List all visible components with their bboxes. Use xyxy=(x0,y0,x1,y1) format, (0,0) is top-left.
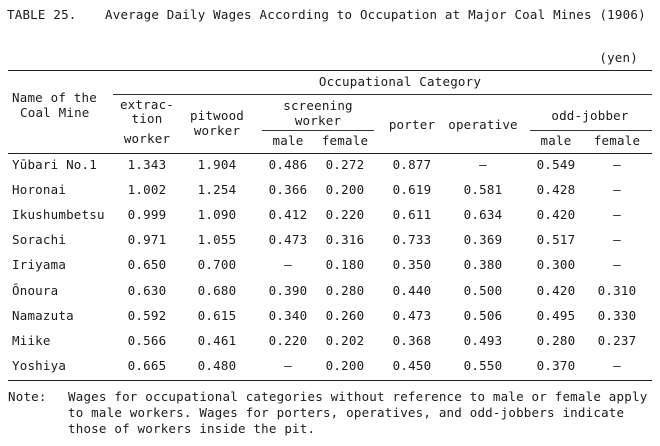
mine-name-cell: Miike xyxy=(12,332,51,348)
header-rule xyxy=(8,153,652,154)
oddjobber-header: odd-jobber xyxy=(551,108,629,123)
table-note xyxy=(8,389,653,437)
wage-cell-porter: 0.611 xyxy=(392,207,432,223)
wage-cell-screen-m: – xyxy=(284,357,292,373)
wage-cell-odd-m: 0.370 xyxy=(536,357,576,373)
wage-cell-odd-f: – xyxy=(613,207,621,223)
wage-cell-screen-f: 0.280 xyxy=(325,282,365,298)
wage-cell-screen-f: 0.200 xyxy=(325,357,365,373)
wage-cell-pitwood: 1.055 xyxy=(197,232,237,248)
wage-cell-odd-m: 0.549 xyxy=(536,157,576,172)
wage-cell-odd-f: – xyxy=(613,182,621,198)
wage-cell-odd-f: – xyxy=(613,357,621,373)
wage-cell-screen-m: – xyxy=(284,257,292,273)
wage-cell-operative: 0.634 xyxy=(463,207,503,223)
wage-cell-porter: 0.440 xyxy=(392,282,432,298)
wage-cell-pitwood: 0.615 xyxy=(197,307,237,323)
mine-name-cell: Ikushumbetsu xyxy=(12,207,105,223)
wage-cell-operative: 0.380 xyxy=(463,257,503,273)
note-text: Wages for occupational categories without reference to male or female apply to male workers. Wages for porters, operatives, and odd-jobbers indicate those of workers inside the pit. xyxy=(68,389,648,436)
screening-header-line1: screening xyxy=(283,98,353,113)
wage-cell-screen-m: 0.390 xyxy=(268,282,308,298)
mine-col-header-line2: Coal Mine xyxy=(20,105,90,120)
screening-header-line2: worker xyxy=(294,113,342,128)
wage-cell-pitwood: 1.254 xyxy=(197,182,237,198)
operative-header: operative xyxy=(448,117,518,132)
group-rule xyxy=(113,94,652,95)
occupational-category-header: Occupational Category xyxy=(318,74,482,89)
wage-cell-operative: 0.581 xyxy=(463,182,503,198)
wage-cell-odd-f: 0.330 xyxy=(597,307,637,323)
wage-cell-extraction: 1.002 xyxy=(127,182,167,198)
wage-cell-screen-m: 0.366 xyxy=(268,182,308,198)
wage-cell-pitwood: 0.480 xyxy=(197,357,237,373)
wage-cell-screen-f: 0.220 xyxy=(325,207,365,223)
mine-name-cell: Horonai xyxy=(12,182,67,198)
wage-cell-extraction: 0.592 xyxy=(127,307,167,323)
wage-cell-extraction: 1.343 xyxy=(127,157,167,172)
extraction-header-line2: tion xyxy=(131,111,163,126)
wage-cell-extraction: 0.971 xyxy=(127,232,167,248)
wage-cell-operative: – xyxy=(479,157,487,172)
wage-cell-odd-f: – xyxy=(613,157,621,172)
wage-cell-odd-f: – xyxy=(613,257,621,273)
wage-cell-screen-f: 0.202 xyxy=(325,332,365,348)
wage-cell-porter: 0.350 xyxy=(392,257,432,273)
wage-cell-extraction: 0.630 xyxy=(127,282,167,298)
wage-cell-odd-f: 0.310 xyxy=(597,282,637,298)
wage-cell-pitwood: 0.461 xyxy=(197,332,237,348)
wage-cell-screen-m: 0.340 xyxy=(268,307,308,323)
wage-cell-screen-m: 0.220 xyxy=(268,332,308,348)
oddjobber-rule xyxy=(530,130,652,131)
mine-name-cell: Yoshiya xyxy=(12,357,67,373)
wage-cell-pitwood: 0.680 xyxy=(197,282,237,298)
extraction-header-line3: worker xyxy=(123,131,171,146)
wage-cell-odd-f: 0.237 xyxy=(597,332,637,348)
pitwood-header-line1: pitwood xyxy=(189,108,245,123)
wage-cell-odd-m: 0.420 xyxy=(536,207,576,223)
wage-cell-porter: 0.619 xyxy=(392,182,432,198)
wage-cell-extraction: 0.665 xyxy=(127,357,167,373)
wage-cell-screen-f: 0.260 xyxy=(325,307,365,323)
wage-cell-pitwood: 1.090 xyxy=(197,207,237,223)
wage-cell-odd-f: – xyxy=(613,232,621,248)
wage-cell-pitwood: 1.904 xyxy=(197,157,237,172)
wage-cell-odd-m: 0.300 xyxy=(536,257,576,273)
mine-col-header-line1: Name of the xyxy=(12,90,97,105)
wage-cell-odd-m: 0.428 xyxy=(536,182,576,198)
wage-cell-extraction: 0.650 xyxy=(127,257,167,273)
wage-cell-extraction: 0.999 xyxy=(127,207,167,223)
wage-cell-odd-m: 0.517 xyxy=(536,232,576,248)
unit-label: (yen) xyxy=(599,50,638,65)
table-caption xyxy=(7,7,657,23)
oddjobber-female-header: female xyxy=(593,133,641,148)
wage-cell-operative: 0.506 xyxy=(463,307,503,323)
wage-cell-porter: 0.368 xyxy=(392,332,432,348)
mine-name-cell: Iriyama xyxy=(12,257,67,273)
wage-cell-screen-m: 0.412 xyxy=(268,207,308,223)
top-rule xyxy=(8,70,652,71)
screening-male-header: male xyxy=(272,133,304,148)
wage-cell-operative: 0.500 xyxy=(463,282,503,298)
wage-cell-odd-m: 0.495 xyxy=(536,307,576,323)
wage-cell-screen-f: 0.200 xyxy=(325,182,365,198)
mine-name-cell: Sorachi xyxy=(12,232,67,248)
screening-rule xyxy=(262,130,374,131)
mine-name-cell: Ōnoura xyxy=(12,282,59,298)
wage-cell-operative: 0.493 xyxy=(463,332,503,348)
wage-cell-screen-m: 0.473 xyxy=(268,232,308,248)
note-label: Note: xyxy=(8,389,47,404)
wage-cell-pitwood: 0.700 xyxy=(197,257,237,273)
wage-cell-porter: 0.877 xyxy=(392,157,432,172)
screening-female-header: female xyxy=(321,133,369,148)
wage-cell-operative: 0.550 xyxy=(463,357,503,373)
wage-cell-extraction: 0.566 xyxy=(127,332,167,348)
wage-cell-porter: 0.473 xyxy=(392,307,432,323)
table-number: TABLE 25. xyxy=(7,7,77,22)
oddjobber-male-header: male xyxy=(540,133,572,148)
bottom-rule xyxy=(8,380,652,381)
pitwood-header-line2: worker xyxy=(193,123,241,138)
mine-name-cell: Namazuta xyxy=(12,307,74,323)
wage-cell-screen-f: 0.316 xyxy=(325,232,365,248)
wage-cell-porter: 0.450 xyxy=(392,357,432,373)
wage-cell-screen-f: 0.180 xyxy=(325,257,365,273)
wage-cell-odd-m: 0.420 xyxy=(536,282,576,298)
wage-cell-screen-m: 0.486 xyxy=(268,157,308,172)
wage-cell-operative: 0.369 xyxy=(463,232,503,248)
wage-cell-screen-f: 0.272 xyxy=(325,157,365,172)
wage-cell-porter: 0.733 xyxy=(392,232,432,248)
table-title: Average Daily Wages According to Occupation at Major Coal Mines (1906) xyxy=(105,7,646,22)
mine-name-cell: Yūbari No.1 xyxy=(12,157,97,172)
wage-cell-odd-m: 0.280 xyxy=(536,332,576,348)
porter-header: porter xyxy=(388,117,436,132)
extraction-header-line1: extrac- xyxy=(119,97,175,112)
